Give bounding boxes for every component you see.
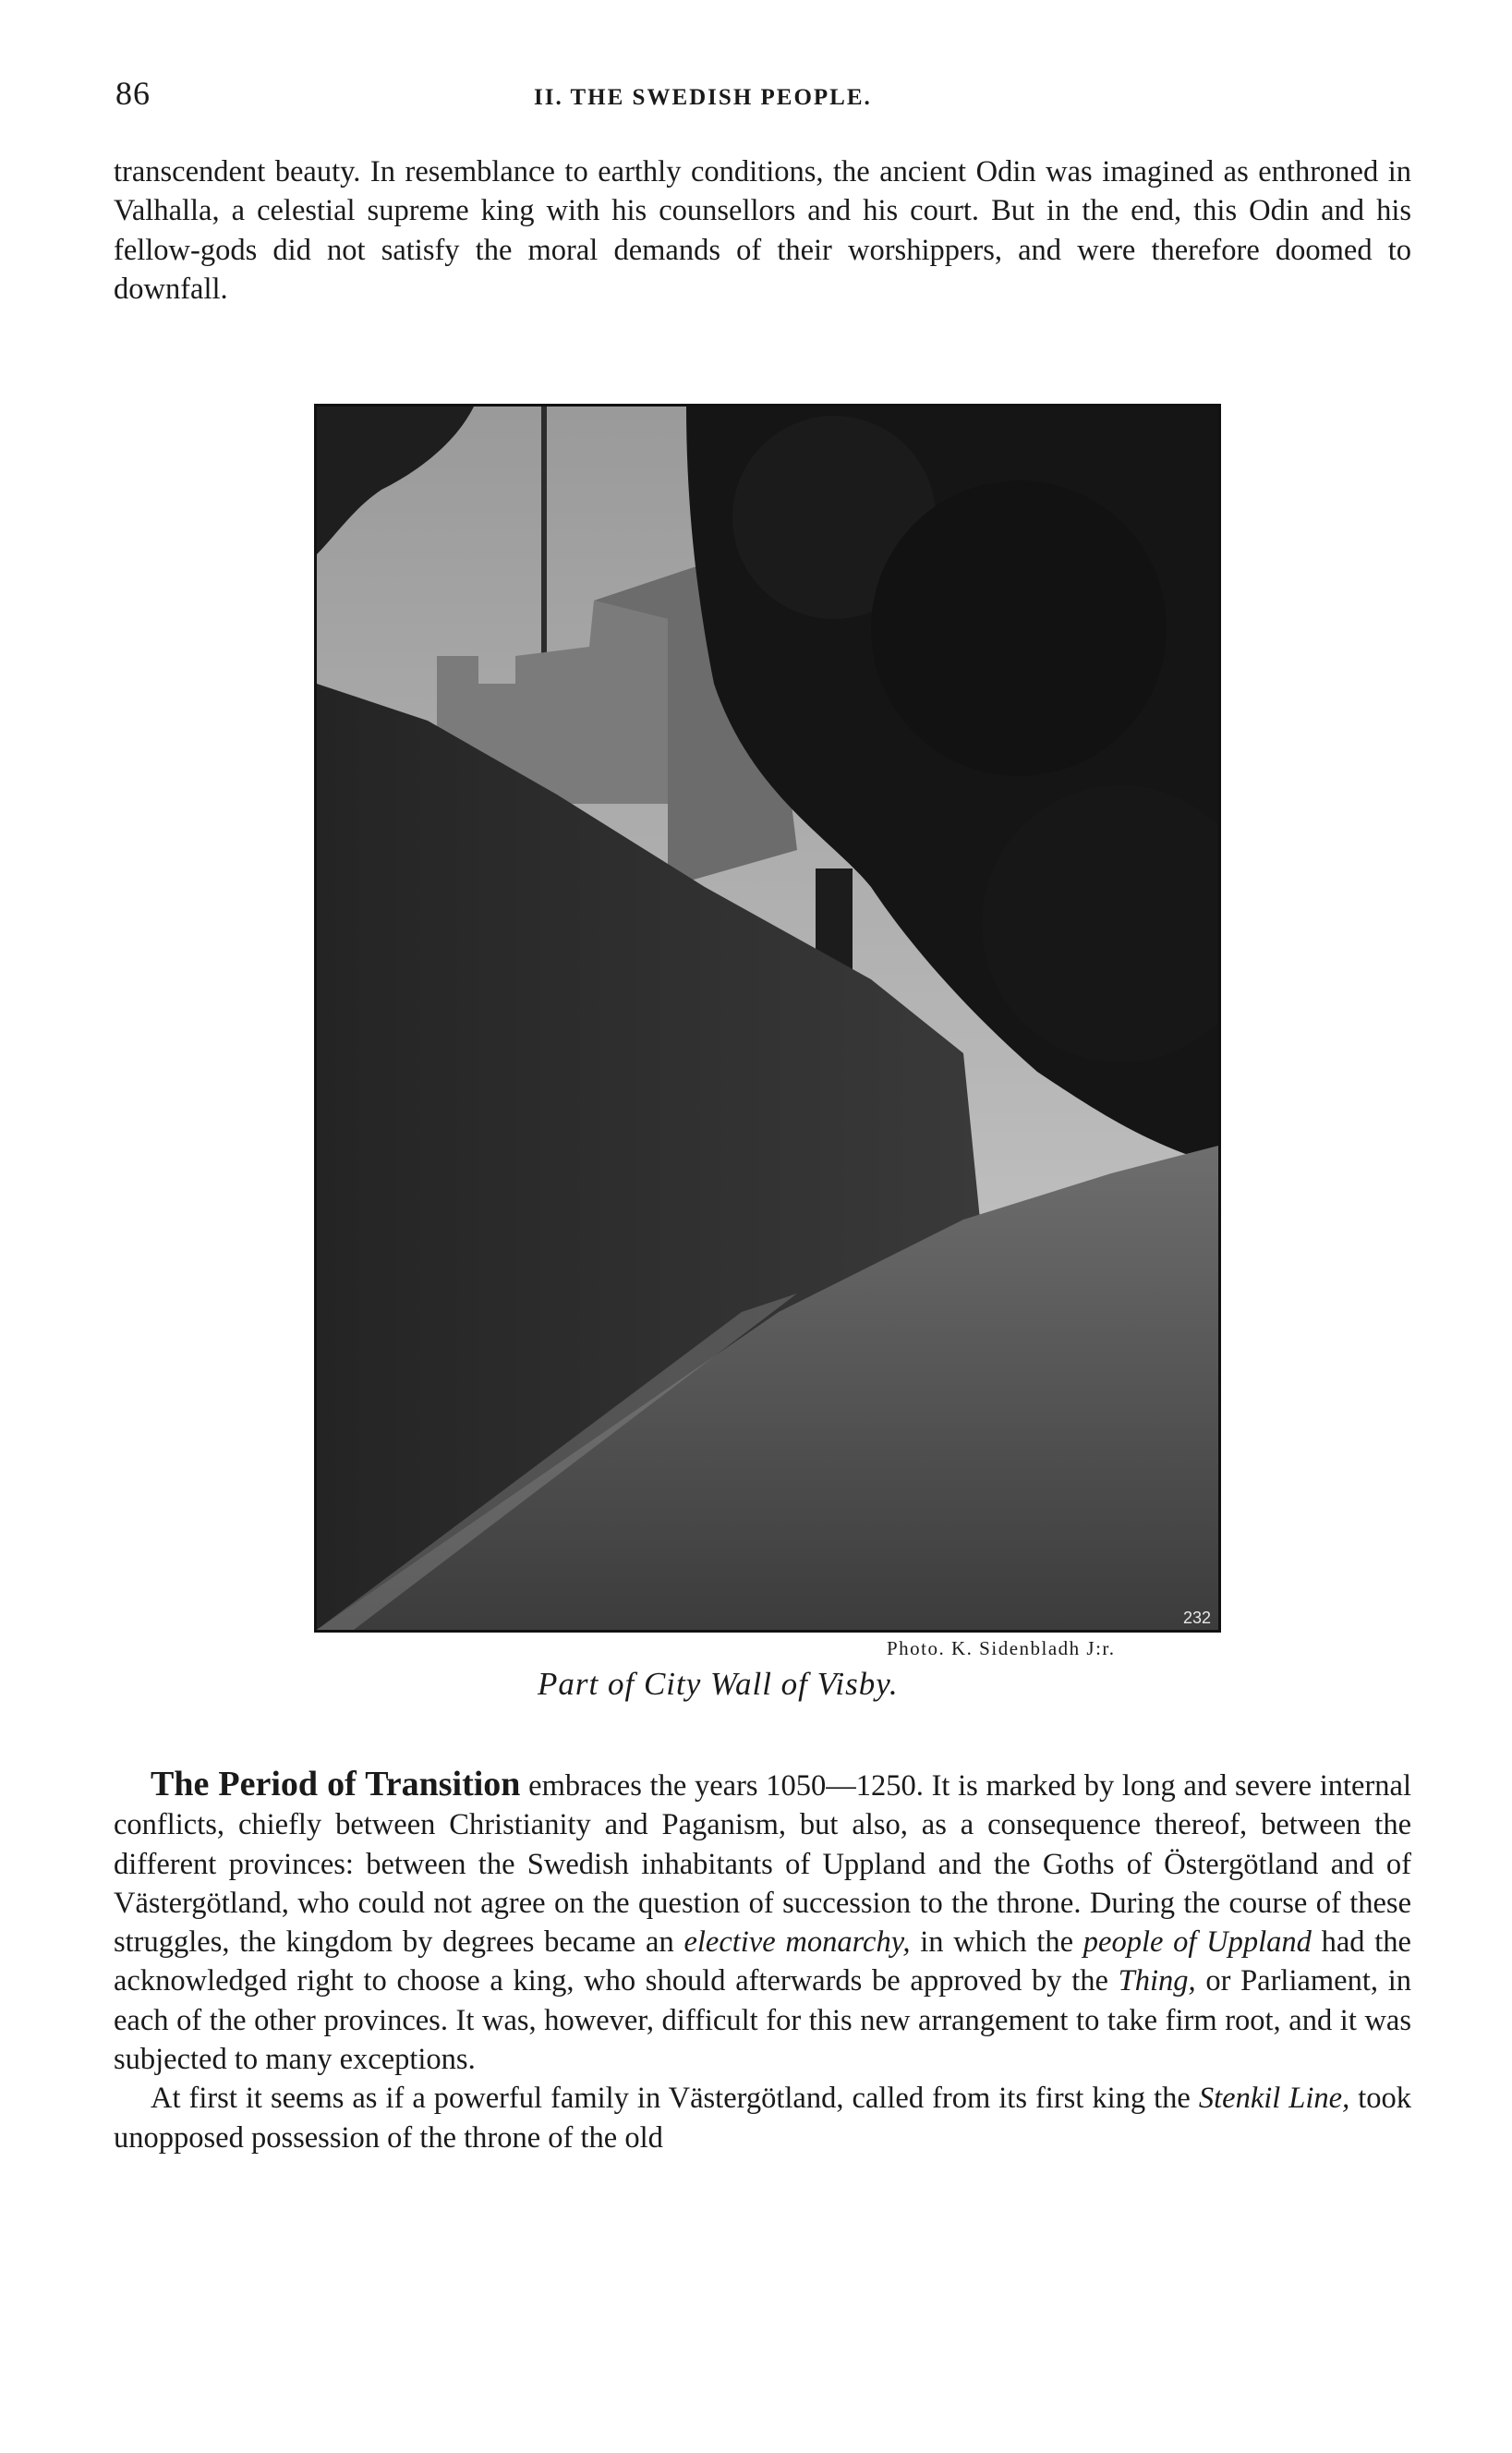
top-paragraph: transcendent beauty. In resemblance to earthly conditions, the ancient Odin was imagined as enthroned in Valhalla, a celestial supreme king with his counsellors and his court. But in the end, this Odin and his fellow-gods did not satisfy the moral demands of their worshippers, and were therefore doomed to downfall. [114, 155, 1411, 306]
section-paragraph-2 [114, 2079, 1411, 2157]
emphasis: Stenkil Line, [1198, 2082, 1350, 2116]
photo-credit: Photo. K. Sidenbladh J:r. [887, 1637, 1116, 1659]
emphasis: elective monarchy, [683, 1925, 911, 1960]
running-title: II. THE SWEDISH PEOPLE. [534, 85, 872, 110]
city-wall-photo [314, 404, 1221, 1633]
section-text [114, 1765, 1411, 2157]
text-run: or Parliament, in each of the other provinces. It was, however, difficult for this new arrangement to take firm root, and it was subjected to many exceptions. [114, 1964, 1411, 2077]
text-run: took unopposed possession of the throne of the old [114, 2082, 1412, 2155]
section-heading: The Period of Transition [151, 1765, 521, 1803]
emphasis: people of Uppland [1083, 1925, 1312, 1960]
top-paragraph-block [114, 152, 1411, 309]
section-paragraph-1 [114, 1765, 1411, 2079]
plate-number: 232 [1182, 1609, 1211, 1627]
page-number: 86 [115, 75, 151, 112]
text-run: had the acknowledged right to choose a king, who should afterwards be approved by the [114, 1925, 1411, 1998]
text-run: At first it seems as if a powerful family in Västergötland, called from its first king the [151, 2082, 1199, 2116]
text-run: in which the [910, 1925, 1083, 1960]
emphasis: Thing, [1118, 1964, 1196, 1998]
text-run: embraces the years 1050—1250. It is marked by long and severe internal conflicts, chiefly between Christianity and Paganism, but also, as a consequence thereof, between the different provinces: between the Swedish inhabitants of Uppland and the Goths of Östergötland and of Västergötland, who could not agree on the question of succession to the throne. During the course of these struggles, the kingdom by degrees became an [114, 1769, 1412, 1960]
figure-caption: Part of City Wall of Visby. [538, 1666, 899, 1702]
photo-illustration [317, 407, 1218, 1630]
